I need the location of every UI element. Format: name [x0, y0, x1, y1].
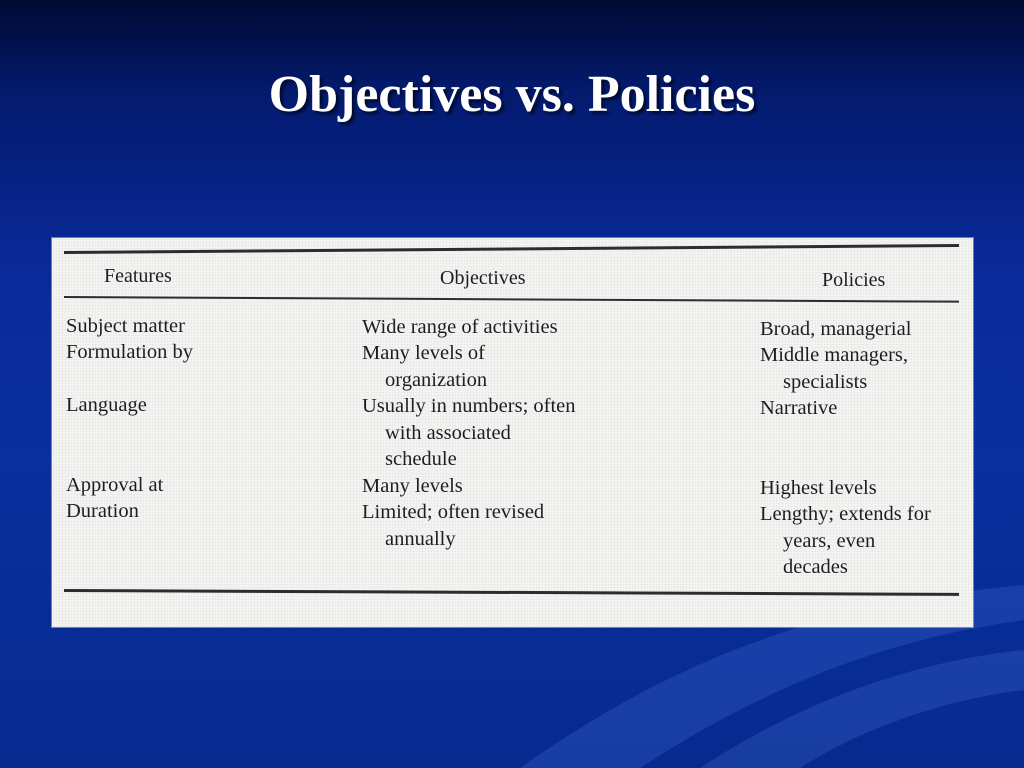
policy-line: Lengthy; extends for — [760, 503, 931, 525]
policy-duration — [760, 501, 931, 581]
policy-line: Narrative — [760, 397, 838, 419]
policy-subject-matter — [760, 316, 911, 343]
policy-line: specialists — [783, 370, 868, 393]
policy-line: decades — [783, 556, 848, 578]
objective-line: annually — [385, 527, 456, 550]
feature-formulation-by: Formulation by — [66, 341, 193, 363]
objective-subject-matter — [362, 314, 558, 341]
objective-line: schedule — [385, 448, 457, 470]
feature-approval-at: Approval at — [66, 474, 164, 496]
scanned-table-image — [52, 238, 973, 627]
slide-title: Objectives vs. Policies — [268, 66, 756, 123]
policy-line: Broad, managerial — [760, 318, 912, 340]
header-policies: Policies — [822, 269, 886, 291]
policy-approval-at — [760, 475, 877, 502]
objective-line: Wide range of activities — [362, 316, 558, 338]
objective-line: organization — [385, 368, 488, 391]
objective-duration — [362, 499, 544, 552]
header-features: Features — [104, 265, 172, 287]
table-top-rule — [64, 244, 959, 254]
policy-line: Highest levels — [760, 477, 877, 499]
objective-line: Limited; often revised — [362, 501, 545, 523]
objective-approval-at — [362, 473, 463, 500]
table-bottom-rule — [64, 589, 959, 596]
feature-language: Language — [66, 394, 147, 416]
policy-line: Middle managers, — [760, 344, 909, 366]
policy-line: years, even — [783, 529, 876, 552]
objective-line: Many levels — [362, 475, 463, 497]
table-header-rule — [64, 296, 959, 303]
objective-line: Usually in numbers; often — [362, 395, 576, 417]
objective-formulation-by — [362, 340, 487, 393]
objective-line: with associated — [385, 421, 511, 444]
header-objectives: Objectives — [440, 267, 526, 289]
feature-duration: Duration — [66, 500, 139, 522]
policy-language — [760, 395, 837, 422]
policy-formulation-by — [760, 342, 908, 395]
feature-subject-matter: Subject matter — [66, 315, 185, 337]
objective-line: Many levels of — [362, 342, 485, 364]
objective-language — [362, 393, 576, 473]
